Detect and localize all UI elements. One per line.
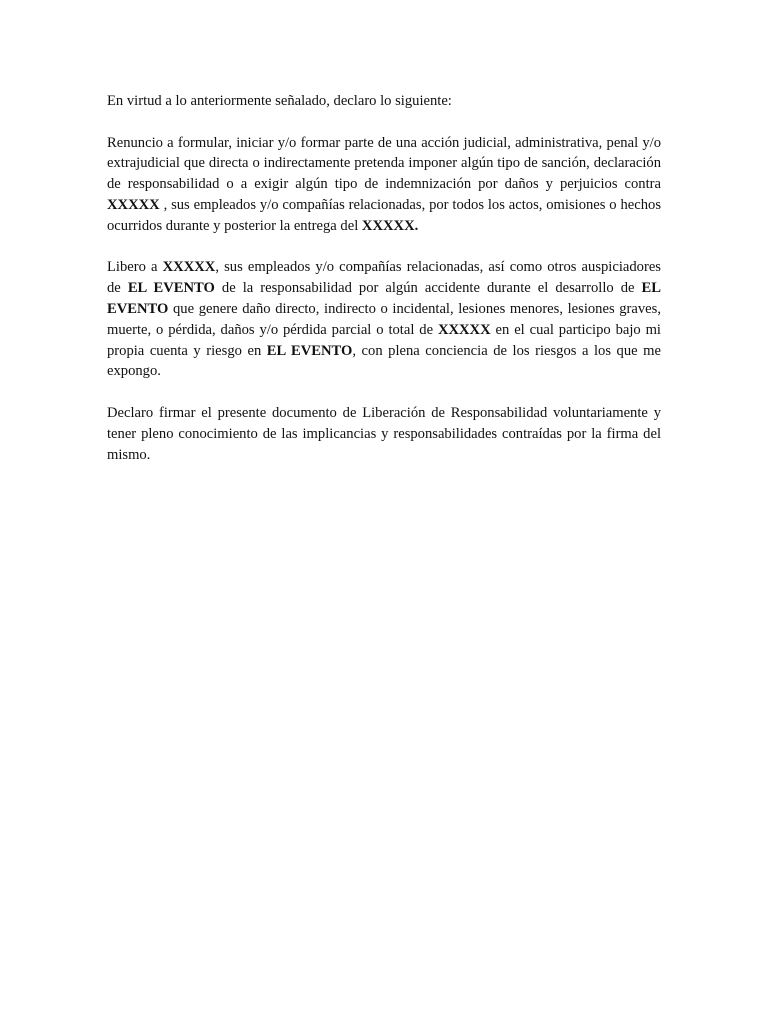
release-party: XXXXX — [162, 259, 216, 276]
waiver-party-1: XXXXX — [107, 196, 160, 213]
waiver-paragraph — [107, 133, 661, 237]
release-text-3: de la responsabilidad por algún accidente durante el desarrollo de — [214, 280, 642, 297]
release-text-5: en el cual participo bajo mi propia cuenta y riesgo en — [107, 321, 661, 359]
release-text-6: , con plena conciencia de los riesgos a los que me expongo. — [107, 342, 661, 380]
intro-paragraph: En virtud a lo anteriormente señalado, declaro lo siguiente: — [107, 93, 452, 109]
declaration-paragraph: Declaro firmar el presente documento de Liberación de Responsabilidad voluntariamente y tener pleno conocimiento de las implicancias y responsabilidades contraídas por la firma del mismo. — [107, 404, 661, 463]
waiver-text-1: Renuncio a formular, iniciar y/o formar parte de una acción judicial, administrativa, penal y/o extrajudicial que directa o indirectamente pretenda imponer algún tipo de sanción, declaración de responsabilidad o a exigir algún tipo de indemnización por daños y perjuicios contra — [107, 134, 661, 193]
release-text-1: Libero a — [107, 259, 163, 276]
release-item: XXXXX — [437, 321, 491, 338]
release-text-2: , sus empleados y/o compañías relacionadas, así como otros auspiciadores de — [107, 259, 661, 297]
release-paragraph — [107, 257, 661, 382]
release-event-3: EL EVENTO — [266, 342, 353, 359]
document-body — [107, 91, 661, 486]
release-event-2: EL EVENTO — [107, 280, 661, 317]
release-text-4: que genere daño directo, indirecto o incidental, lesiones menores, lesiones graves, muerte, o pérdida, daños y/o pérdida parcial o total de — [107, 300, 661, 338]
waiver-text-2: , sus empleados y/o compañías relacionadas, por todos los actos, omisiones o hechos ocurridos durante y posterior la entrega del — [107, 196, 661, 234]
release-event-1: EL EVENTO — [127, 280, 215, 297]
waiver-party-2: XXXXX. — [361, 217, 419, 234]
